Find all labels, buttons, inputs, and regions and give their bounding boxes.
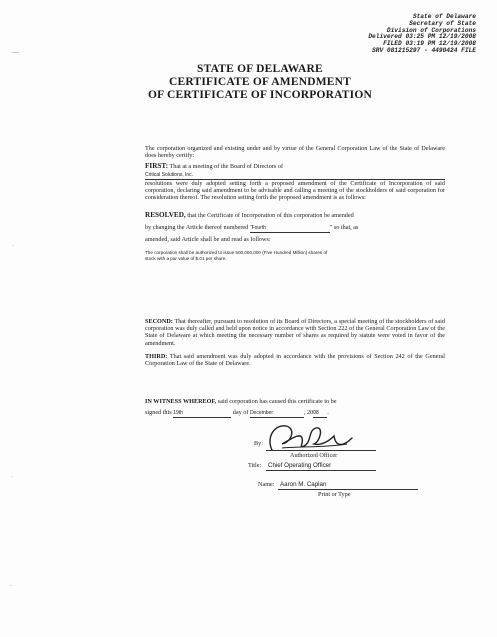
title-value: Chief Operating Officer [268,462,332,469]
second-clause [145,318,445,347]
by-label: By: [254,440,263,447]
first-label: FIRST: [145,162,169,170]
scan-speck: · [11,474,13,480]
scan-speck: · [12,243,14,249]
third-label: THIRD: [145,353,168,360]
witness-clause [145,398,445,405]
title-line: CERTIFICATE OF AMENDMENT [168,76,352,88]
resolved-clause [145,212,445,219]
title-line: OF CERTIFICATE OF INCORPORATION [148,89,372,101]
signed-this-label: signed this [145,409,172,416]
signature-line [266,450,376,451]
article-field-row [145,224,445,233]
name-value: Aaron M. Caplan [280,481,327,488]
resolved-label: RESOLVED, [145,211,186,219]
witness-label: IN WITNESS WHEREOF, [145,398,217,405]
stamp-line: Delivered 03:25 PM 12/19/2008 [368,33,476,41]
second-label: SECOND: [145,318,173,325]
officer-caption: Authorized Officer [290,452,338,459]
day-value: 19th [173,410,183,416]
month-value: December [249,410,274,416]
print-caption: Print or Type [318,491,351,498]
stamp-line: SRV 081215297 - 4490424 FILE [372,46,476,54]
first-text: That at a meeting of the Board of Directors of [169,163,284,170]
resolved-so-that: " so that, as [329,224,359,231]
resolved-amended: amended, said Article shall be and read as follows: [145,236,271,243]
resolved-changing: by changing the Article thereof numbered [145,224,249,231]
scan-speck: ` [10,586,12,592]
name-line [278,489,418,490]
witness-date-row [145,409,445,418]
intro-paragraph: The corporation organized and existing under and by virtue of the General Corporation Law of the State of Delaware does hereby certify: [145,145,445,160]
third-text: That said amendment was duly adopted in accordance with the provisions of Section 242 of the General Corporation Law of the State of Delaware. [145,353,445,368]
witness-text: said corporation has caused this certificate to be [217,398,337,405]
filing-stamp [338,14,476,55]
document-title [90,63,430,102]
day-of-label: day of [232,409,249,416]
name-label: Name: [258,481,275,488]
stamp-line: FILED 03:19 PM 12/19/2008 [383,40,476,48]
title-line [266,470,376,471]
stamp-line: State of Delaware [412,13,476,20]
second-text: That thereafter, pursuant to resolution of its Board of Directors, a special meeting of the stockholders of said corporation was duly called and held upon notice in accordance with Section 222 of the General Corporation Law of the State of Delaware at which meeting the necessary number of shares as required by statute were voted in favor of the amendment. [145,318,445,347]
date-period: . [327,409,329,416]
article-number: "Fourth [249,225,267,231]
title-line: STATE OF DELAWARE [197,63,323,75]
resolved-text: that the Certificate of Incorporation of this corporation be amended [187,212,354,219]
scan-speck: ·— [11,50,19,56]
title-label: Title: [248,462,262,469]
amended-article-text: The corporation shall be authorized to issue 500,000,000 (Five Hundred Million) shares of stock with a par value of $.01 per share. [145,250,328,261]
year-value: 08 [313,410,319,416]
stamp-line: Division of Corporations [386,26,476,34]
first-continuation: resolutions were duly adopted setting forth a proposed amendment of the Certificate of Incorporation of said corporation, declaring said amendment to be advisable and calling a meeting of the stockholders of said corporation for consideration thereof. The resolution setting forth the proposed amendment is as follows: [145,180,445,202]
stamp-line: Secretary of State [409,19,476,27]
first-clause [145,163,445,170]
company-field [145,171,445,180]
third-clause [145,353,445,367]
company-name: Critical Solutions, Inc. [145,172,194,178]
year-prefix: , 20 [303,409,314,416]
